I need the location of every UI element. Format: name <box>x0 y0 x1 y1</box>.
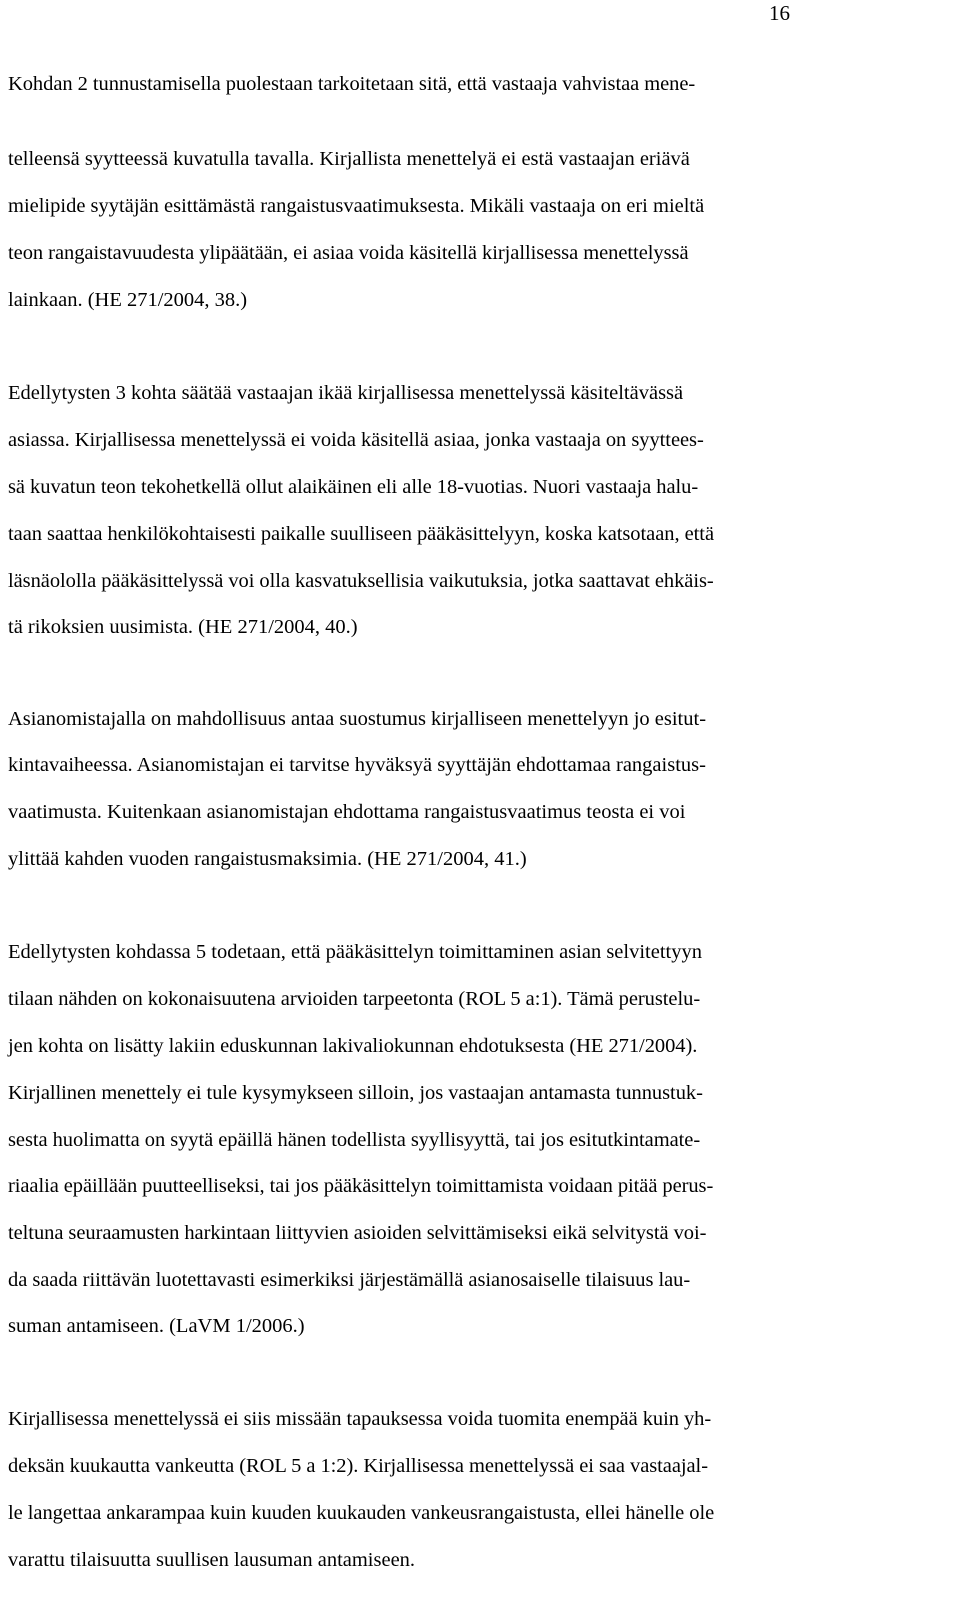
paragraph-line: ylittää kahden vuoden rangaistusmaksimia. (HE 271/2004, 41.) <box>8 848 527 870</box>
paragraph-line: tä rikoksien uusimista. (HE 271/2004, 40.) <box>8 616 358 638</box>
paragraph-line: läsnäololla pääkäsittelyssä voi olla kasvatuksellisia vaikutuksia, jotka saattavat ehkäis- <box>8 570 714 592</box>
paragraph-line: taan saattaa henkilökohtaisesti paikalle suulliseen pääkäsittelyyn, koska katsotaan, että <box>8 523 714 545</box>
paragraph-line: deksän kuukautta vankeutta (ROL 5 a 1:2). Kirjallisessa menettelyssä ei saa vastaajal- <box>8 1455 708 1477</box>
paragraph-line: Asianomistajalla on mahdollisuus antaa suostumus kirjalliseen menettelyyn jo esitut- <box>8 708 707 730</box>
paragraph-line: Edellytysten 3 kohta säätää vastaajan ikää kirjallisessa menettelyssä käsiteltävässä <box>8 382 684 404</box>
paragraph-line: Kirjallisessa menettelyssä ei siis missään tapauksessa voida tuomita enempää kuin yh- <box>8 1408 712 1430</box>
paragraph-line: telleensä syytteessä kuvatulla tavalla. Kirjallista menettelyä ei estä vastaajan eriävä <box>8 148 690 170</box>
paragraph-line: sesta huolimatta on syytä epäillä hänen todellista syyllisyyttä, tai jos esitutkintamate- <box>8 1129 701 1151</box>
paragraph-line: varattu tilaisuutta suullisen lausuman antamiseen. <box>8 1549 416 1571</box>
paragraph-line: jen kohta on lisätty lakiin eduskunnan lakivaliokunnan ehdotuksesta (HE 271/2004). <box>8 1035 698 1057</box>
paragraph-line: le langettaa ankarampaa kuin kuuden kuukauden vankeusrangaistusta, ellei hänelle ole <box>8 1502 715 1524</box>
paragraph-line: sä kuvatun teon tekohetkellä ollut alaikäinen eli alle 18-vuotias. Nuori vastaaja halu- <box>8 476 699 498</box>
paragraph-line: tilaan nähden on kokonaisuutena arvioiden tarpeetonta (ROL 5 a:1). Tämä perustelu- <box>8 988 701 1010</box>
paragraph-line: Kohdan 2 tunnustamisella puolestaan tarkoitetaan sitä, että vastaaja vahvistaa mene- <box>8 73 696 95</box>
paragraph-line: da saada riittävän luotettavasti esimerkiksi järjestämällä asianosaiselle tilaisuus lau- <box>8 1269 691 1291</box>
paragraph-line: riaalia epäillään puutteelliseksi, tai jos pääkäsittelyn toimittamista voidaan pitää perus- <box>8 1175 714 1197</box>
paragraph-line: kintavaiheessa. Asianomistajan ei tarvitse hyväksyä syyttäjän ehdottamaa rangaistus- <box>8 754 706 776</box>
paragraph-line: Edellytysten kohdassa 5 todetaan, että pääkäsittelyn toimittaminen asian selvitettyyn <box>8 941 702 963</box>
paragraph-line: Kirjallinen menettely ei tule kysymykseen silloin, jos vastaajan antamasta tunnustuk- <box>8 1082 703 1104</box>
paragraph-line: mielipide syytäjän esittämästä rangaistusvaatimuksesta. Mikäli vastaaja on eri mieltä <box>8 195 705 217</box>
paragraph-line: asiassa. Kirjallisessa menettelyssä ei voida käsitellä asiaa, jonka vastaaja on syyttees- <box>8 429 704 451</box>
paragraph-line: teon rangaistavuudesta ylipäätään, ei asiaa voida käsitellä kirjallisessa menettelyssä <box>8 242 689 264</box>
paragraph-line: teltuna seuraamusten harkintaan liittyvien asioiden selvittämiseksi eikä selvitystä voi- <box>8 1222 707 1244</box>
paragraph-line: suman antamiseen. (LaVM 1/2006.) <box>8 1315 305 1337</box>
paragraph-line: vaatimusta. Kuitenkaan asianomistajan ehdottama rangaistusvaatimus teosta ei voi <box>8 801 686 823</box>
page-number: 16 <box>769 1 790 25</box>
paragraph-line: lainkaan. (HE 271/2004, 38.) <box>8 289 248 311</box>
